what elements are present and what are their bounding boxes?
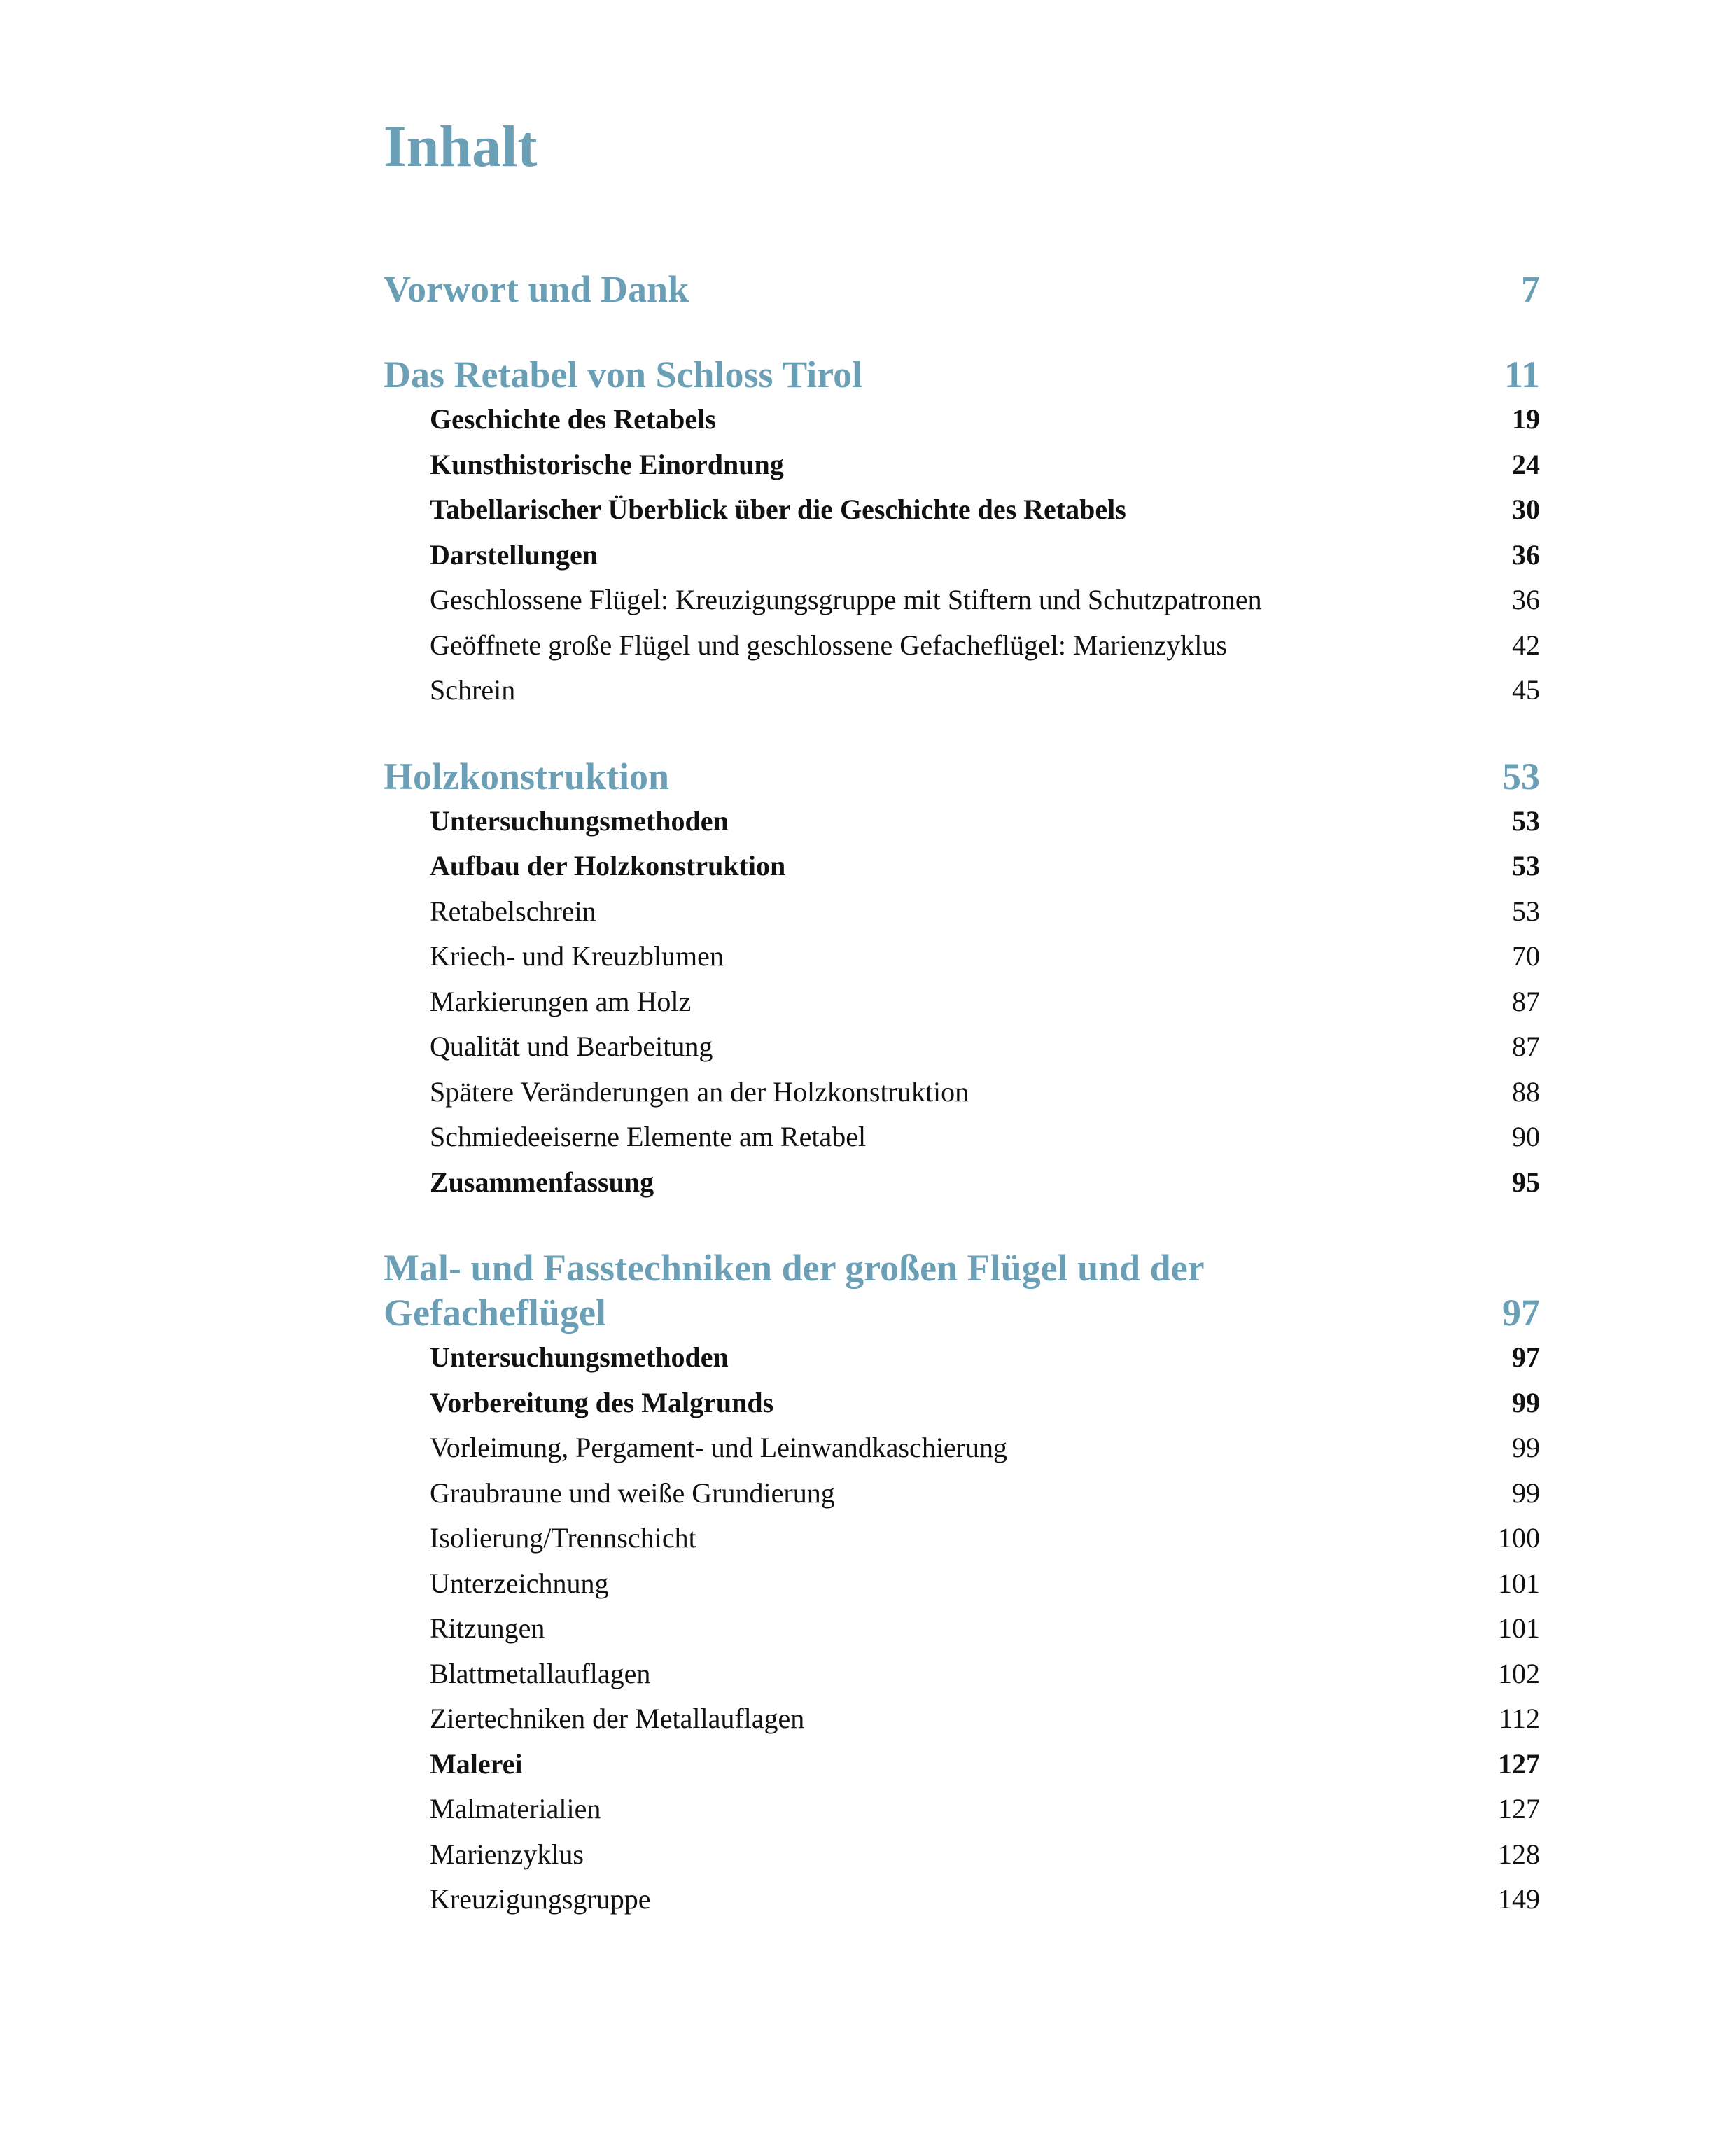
page-number: 30 [1512,494,1540,525]
entry-title: Marienzyklus [430,1838,584,1870]
entry-title: Schmiedeeiserne Elemente am Retabel [430,1121,867,1152]
subsection-entry[interactable] [384,668,1540,713]
entry-title: Schrein [430,674,516,706]
page-number: 102 [1498,1657,1540,1689]
page-number: 19 [1512,403,1540,435]
page-number: 112 [1499,1703,1540,1734]
page-number: 87 [1512,985,1540,1017]
section-entry[interactable] [384,1160,1540,1206]
entry-title: Untersuchungsmethoden [430,804,729,837]
page-number: 7 [1521,268,1540,310]
entry-title: Malmaterialien [430,1793,601,1824]
subsection-entry[interactable] [384,1877,1540,1922]
section-entry[interactable] [384,799,1540,844]
page-number: 36 [1512,538,1540,571]
entry-title: Spätere Veränderungen an der Holzkonstruktion [430,1075,969,1108]
section-entry[interactable] [384,1742,1540,1787]
subsection-entry[interactable] [384,1832,1540,1878]
entry-title: Qualität und Bearbeitung [430,1031,713,1062]
entry-title: Unterzeichnung [430,1567,609,1599]
page-number: 24 [1512,448,1540,480]
page-number: 128 [1498,1838,1540,1870]
subsection-entry[interactable] [384,1070,1540,1115]
entry-title: Kunsthistorische Einordnung [430,448,784,480]
section-entry[interactable] [384,844,1540,889]
entry-title: Tabellarischer Überblick über die Geschichte des Retabels [430,494,1126,525]
entry-title: Zusammenfassung [430,1166,654,1198]
entry-title: Graubraune und weiße Grundierung [430,1477,835,1509]
page-number: 99 [1512,1386,1540,1418]
subsection-entry[interactable] [384,1561,1540,1607]
page-title: Inhalt [384,114,538,179]
entry-title: Kriech- und Kreuzblumen [430,940,724,972]
entry-title: Geöffnete große Flügel und geschlossene Gefacheflügel: Marienzyklus [430,629,1227,661]
section-entry[interactable] [384,487,1540,533]
page-number: 53 [1512,895,1540,927]
section-entry[interactable] [384,397,1540,442]
page-number: 95 [1512,1166,1540,1198]
toc-chapter-group [384,754,1540,1206]
page-number: 87 [1512,1031,1540,1062]
subsection-entry[interactable] [384,979,1540,1025]
toc-chapter-group [384,1245,1540,1922]
subsection-entry[interactable] [384,1516,1540,1561]
page-number: 127 [1498,1793,1540,1824]
entry-title: Geschichte des Retabels [430,403,716,435]
toc-chapter-group [384,267,1540,312]
section-entry[interactable] [384,1335,1540,1381]
entry-title: Isolierung/Trennschicht [430,1522,696,1554]
entry-title: Vorbereitung des Malgrunds [430,1386,774,1418]
page-number: 101 [1498,1567,1540,1599]
page-number: 53 [1502,755,1540,797]
subsection-entry[interactable] [384,1425,1540,1471]
page-number: 45 [1512,674,1540,706]
subsection-entry[interactable] [384,1115,1540,1160]
entry-title: Geschlossene Flügel: Kreuzigungsgruppe mit Stiftern und Schutzpatronen [430,584,1262,615]
entry-title: Aufbau der Holzkonstruktion [430,850,786,881]
entry-title: Untersuchungsmethoden [430,1341,729,1373]
subsection-entry[interactable] [384,1696,1540,1742]
subsection-entry[interactable] [384,578,1540,623]
chapter-entry[interactable] [384,267,1540,312]
page-number: 42 [1512,629,1540,661]
entry-title: Darstellungen [430,538,598,571]
subsection-entry[interactable] [384,889,1540,935]
page-number: 88 [1512,1075,1540,1108]
page-number: 97 [1502,1292,1540,1334]
page-number: 127 [1498,1747,1540,1780]
page-number: 149 [1498,1883,1540,1915]
section-entry[interactable] [384,442,1540,488]
page-number: 53 [1512,850,1540,881]
subsection-entry[interactable] [384,1652,1540,1697]
entry-title: Ritzungen [430,1612,545,1644]
page-number: 90 [1512,1121,1540,1152]
chapter-entry[interactable] [384,1245,1540,1335]
entry-title: Retabelschrein [430,895,596,927]
entry-title: Mal- und Fasstechniken der großen Flügel und der Gefacheflügel [384,1247,1204,1334]
page-number: 100 [1498,1522,1540,1554]
entry-title: Holzkonstruktion [384,755,670,797]
entry-title: Ziertechniken der Metallauflagen [430,1703,805,1734]
page-number: 99 [1512,1477,1540,1509]
subsection-entry[interactable] [384,1471,1540,1516]
table-of-contents [384,267,1540,1922]
subsection-entry[interactable] [384,623,1540,669]
chapter-entry[interactable] [384,754,1540,799]
subsection-entry[interactable] [384,1787,1540,1832]
entry-title: Malerei [430,1747,523,1780]
entry-title: Vorwort und Dank [384,268,690,310]
subsection-entry[interactable] [384,934,1540,979]
subsection-entry[interactable] [384,1024,1540,1070]
subsection-entry[interactable] [384,1606,1540,1652]
chapter-entry[interactable] [384,352,1540,397]
page-number: 101 [1498,1612,1540,1644]
page-number: 53 [1512,804,1540,837]
page-number: 11 [1504,354,1540,396]
entry-title: Markierungen am Holz [430,985,692,1017]
page-number: 99 [1512,1432,1540,1463]
toc-chapter-group [384,352,1540,713]
section-entry[interactable] [384,1381,1540,1426]
page-number: 70 [1512,940,1540,972]
page-number: 97 [1512,1341,1540,1373]
entry-title: Blattmetallauflagen [430,1657,651,1689]
page-number: 36 [1512,584,1540,615]
entry-title: Kreuzigungsgruppe [430,1883,651,1915]
section-entry[interactable] [384,533,1540,578]
entry-title: Vorleimung, Pergament- und Leinwandkaschierung [430,1432,1007,1463]
entry-title: Das Retabel von Schloss Tirol [384,354,863,396]
